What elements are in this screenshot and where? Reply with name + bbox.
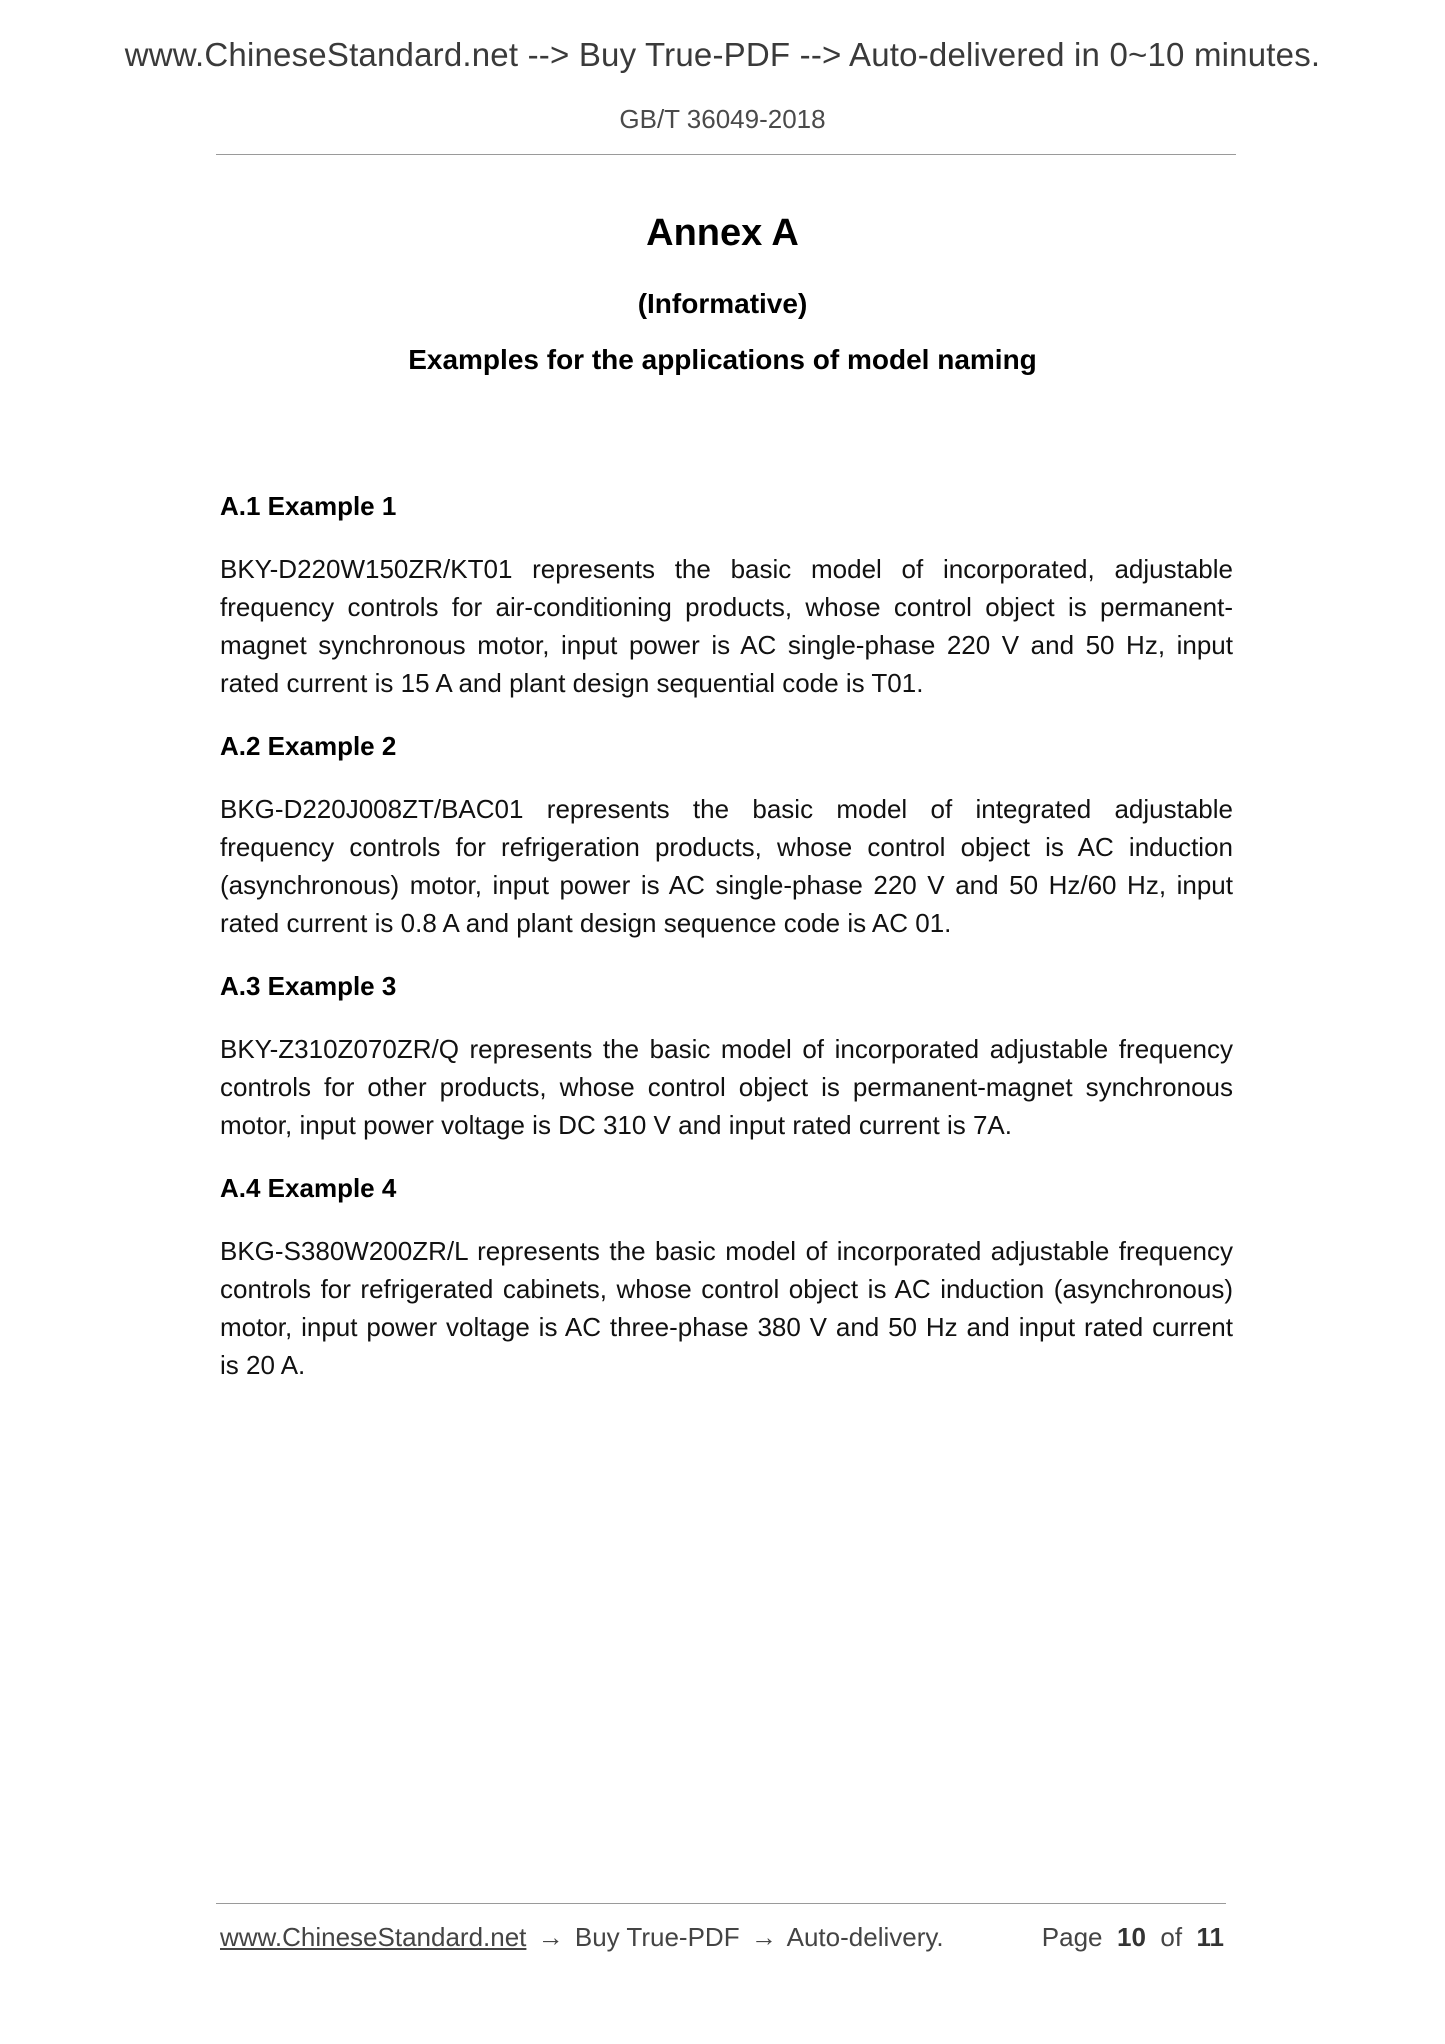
section-example-2 [220, 728, 1233, 942]
page-label: Page [1041, 1922, 1103, 1952]
site-banner: www.ChineseStandard.net --> Buy True-PDF --> Auto-delivered in 0~10 minutes. [124, 36, 1321, 73]
annex-caption: Examples for the applications of model naming [408, 344, 1037, 375]
arrow-right-icon: → [537, 1922, 564, 1952]
section-example-4 [220, 1170, 1233, 1384]
arrow-right-icon: → [750, 1922, 777, 1952]
page-indicator [1042, 1922, 1224, 1953]
footer-delivery-text: Auto-delivery. [786, 1922, 944, 1952]
annex-title: Annex A [646, 212, 799, 254]
section-heading: A.2 Example 2 [220, 731, 397, 761]
page-footer [220, 1922, 1230, 1953]
section-heading: A.1 Example 1 [220, 491, 397, 521]
page-of-label: of [1160, 1922, 1183, 1952]
section-paragraph: BKY-Z310Z070ZR/Q represents the basic model of incorporated adjustable frequency controls for other products, whose control object is permanent-magnet synchronous motor, input power voltage is DC 310 V and input rated current is 7A. [220, 1034, 1233, 1140]
section-paragraph: BKG-D220J008ZT/BAC01 represents the basic model of integrated adjustable frequency controls for refrigeration products, whose control object is AC induction (asynchronous) motor, input power is AC single-phase 220 V and 50 Hz/60 Hz, input rated current is 0.8 A and plant design sequence code is AC 01. [220, 794, 1233, 938]
section-heading: A.4 Example 4 [220, 1173, 397, 1203]
annex-body [220, 488, 1233, 1410]
footer-site-link[interactable]: www.ChineseStandard.net [220, 1922, 527, 1952]
section-paragraph: BKG-S380W200ZR/L represents the basic model of incorporated adjustable frequency controls for refrigerated cabinets, whose control object is AC induction (asynchronous) motor, input power voltage is AC three-phase 380 V and 50 Hz and input rated current is 20 A. [220, 1236, 1233, 1380]
page-total: 11 [1196, 1922, 1224, 1952]
section-paragraph: BKY-D220W150ZR/KT01 represents the basic model of incorporated, adjustable frequency controls for air-conditioning products, whose control object is permanent-magnet synchronous motor, input power is AC single-phase 220 V and 50 Hz, input rated current is 15 A and plant design sequential code is T01. [220, 554, 1233, 698]
annex-type: (Informative) [637, 288, 808, 319]
section-heading: A.3 Example 3 [220, 971, 397, 1001]
footer-buy-text: Buy True-PDF [574, 1922, 740, 1952]
section-example-1 [220, 488, 1233, 702]
footer-divider [216, 1903, 1226, 1904]
page-number: 10 [1116, 1922, 1146, 1952]
standard-code: GB/T 36049-2018 [619, 104, 826, 134]
header-divider [216, 154, 1236, 155]
section-example-3 [220, 968, 1233, 1144]
